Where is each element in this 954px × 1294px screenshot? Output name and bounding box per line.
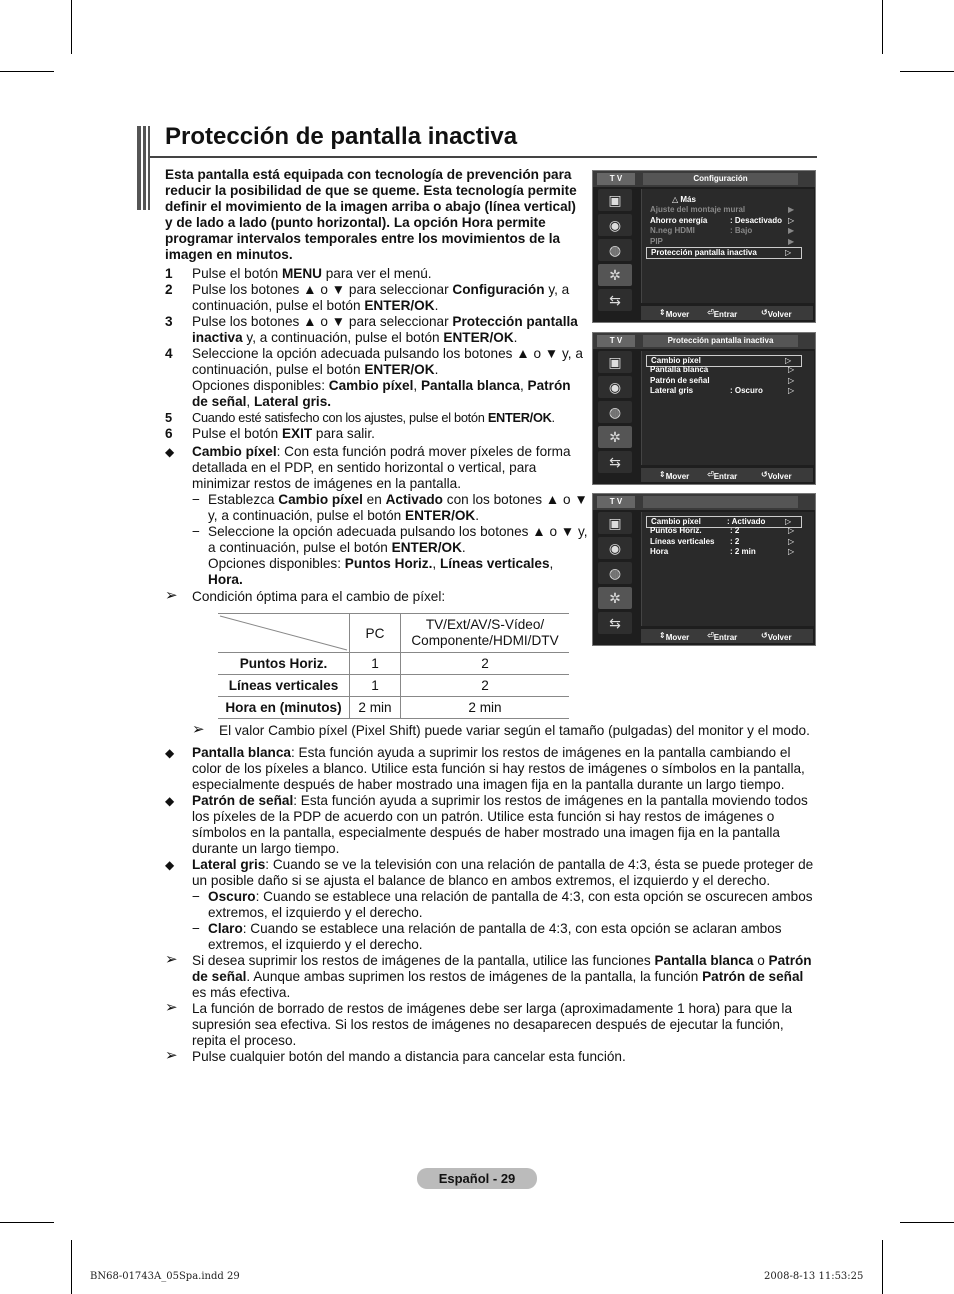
- lateral-item: ◆ Lateral gris: Cuando se ve la televisión con una relación de pantalla de 4:3, ésta se puede proteger de un posible daño si se ajusta el balance de blanco en ambos extremos, el izquierdo y el derecho.: [165, 857, 814, 888]
- tip-item: ➢ Si desea suprimir los restos de imágenes de la pantalla, utilice las funciones Pantalla blanca o Patrón de señal. Aunque ambas suprimen los restos de imágenes de la pantalla, la función Patrón de señal es más efectiva.: [165, 951, 812, 1000]
- menu-content: [641, 189, 814, 303]
- crop-mark: [0, 71, 54, 72]
- step-item: 1 Pulse el botón MENU para ver el menú.: [165, 266, 432, 281]
- input-icon: ⇆: [598, 612, 632, 634]
- menu-title: [643, 496, 798, 508]
- step-item: 4 Seleccione la opción adecuada pulsando los botones ▲ o ▼ y, a continuación, pulse el botón ENTER/OK. Opciones disponibles: Cambio píxel, Pantalla blanca, Patrón de señal, Lateral gris.: [165, 346, 583, 409]
- input-icon: ⇆: [598, 451, 632, 473]
- indd-timestamp: 2008-8-13 11:53:25: [764, 1271, 864, 1282]
- menu-sidebar: [596, 351, 634, 470]
- crop-mark: [882, 1240, 883, 1294]
- menu-tv-label: T V: [597, 335, 635, 347]
- intro-paragraph: Esta pantalla está equipada con tecnología de prevención para reducir la posibilidad de que se queme. Esta tecnología permite definir el movimiento de la imagen arriba o abajo (línea vertical) y de lado a lado (punto horizontal). La opción Hora permite programar intervalos temporales entre los movimientos de la imagen en minutos.: [165, 167, 577, 262]
- dash-item: − Establezca Cambio píxel en Activado con los botones ▲ o ▼ y, a continuación, pulse el botón ENTER/OK.: [192, 492, 588, 523]
- table-row: Puntos Horiz. 1 2: [218, 653, 569, 675]
- note-item: ➢ El valor Cambio píxel (Pixel Shift) puede variar según el tamaño (pulgadas) del monitor y el modo.: [192, 721, 810, 738]
- menu-footer: [641, 306, 813, 320]
- menu-item[interactable]: Cambio píxel ▷: [646, 355, 802, 367]
- menu-footer: [641, 468, 813, 482]
- cambio-pixel-item: ◆ Cambio píxel: Con esta función podrá mover píxeles de forma detallada en el PDP, en sentido horizontal o vertical, para minimizar restos de imágenes en la pantalla.: [165, 444, 571, 491]
- move-hint: ⇕ Mover: [659, 631, 690, 642]
- input-icon: ⇆: [598, 289, 632, 311]
- setup-icon: ✲: [598, 426, 632, 448]
- menu-footer: [641, 629, 813, 643]
- dash-item: − Claro: Cuando se establece una relación de pantalla de 4:3, con esta opción se aclaran ambos extremos, el izquierdo y el derecho.: [192, 921, 782, 952]
- menu-item[interactable]: Ajuste del montaje mural ▶: [650, 205, 795, 215]
- crop-mark: [900, 71, 954, 72]
- move-hint: ⇕ Mover: [659, 308, 690, 319]
- back-hint: ↺ Volver: [761, 631, 792, 642]
- patron-item: ◆ Patrón de señal: Esta función ayuda a suprimir los restos de imágenes en la pantalla moviendo todos los píxeles de la PDP de acuerdo con un patrón. Utilice esta función si hay restos de imágenes o símbolos en la pantalla, especialmente después de haber mostrado una imagen fija en la pantalla durante un largo tiempo.: [165, 793, 808, 856]
- crop-mark: [882, 0, 883, 54]
- menu-item[interactable]: PIP ▶: [650, 236, 795, 246]
- setup-icon: ✲: [598, 264, 632, 286]
- menu-item[interactable]: Pantalla blanca ▷: [650, 365, 795, 375]
- table-header: PC: [350, 614, 401, 653]
- picture-icon: ▣: [598, 351, 632, 373]
- menu-title: Configuración: [643, 173, 798, 185]
- menu-sidebar: [596, 189, 634, 308]
- tip-item: ➢ Pulse cualquier botón del mando a distancia para cancelar esta función.: [165, 1047, 626, 1064]
- picture-icon: ▣: [598, 512, 632, 534]
- channel-icon: ◍: [598, 401, 632, 423]
- menu-title: Protección pantalla inactiva: [643, 335, 798, 347]
- sound-icon: ◉: [598, 537, 632, 559]
- step-item: 2 Pulse los botones ▲ o ▼ para seleccionar Configuración y, a continuación, pulse el botón ENTER/OK.: [165, 282, 570, 313]
- table-row: Líneas verticales 1 2: [218, 675, 569, 697]
- menu-content: [641, 351, 814, 465]
- step-item: 3 Pulse los botones ▲ o ▼ para seleccionar Protección pantalla inactiva y, a continuación, pulse el botón ENTER/OK.: [165, 314, 578, 345]
- table-header: TV/Ext/AV/S-Vídeo/ Componente/HDMI/DTV: [401, 614, 570, 653]
- enter-hint: ⏎ Entrar: [707, 470, 738, 481]
- tv-menu-screen: [592, 332, 816, 485]
- menu-header: [593, 171, 815, 187]
- menu-item[interactable]: Protección pantalla inactiva ▷: [646, 247, 802, 259]
- dash-item: − Oscuro: Cuando se establece una relación de pantalla de 4:3, con esta opción se oscurecen ambos extremos, el izquierdo y el derecho.: [192, 889, 813, 920]
- step-item: 6 Pulse el botón EXIT para salir.: [165, 426, 375, 441]
- note-item: ➢ Condición óptima para el cambio de píxel:: [165, 587, 446, 604]
- tv-menu-screen: [592, 170, 816, 323]
- channel-icon: ◍: [598, 239, 632, 261]
- menu-content: [641, 512, 814, 626]
- menu-item[interactable]: Hora : 2 min ▷: [650, 547, 795, 557]
- move-hint: ⇕ Mover: [659, 470, 690, 481]
- menu-sidebar: [596, 512, 634, 631]
- back-hint: ↺ Volver: [761, 308, 792, 319]
- menu-header: [593, 494, 815, 510]
- page-number: Español - 29: [417, 1168, 537, 1189]
- page-title: Protección de pantalla inactiva: [165, 123, 518, 150]
- steps-list: [165, 266, 590, 605]
- menu-item[interactable]: Puntos Horiz. : 2 ▷: [650, 526, 795, 536]
- menu-item[interactable]: △ Más: [672, 195, 696, 204]
- table-corner: [218, 614, 350, 653]
- menu-item[interactable]: Patrón de señal ▷: [650, 375, 795, 385]
- menu-header: [593, 333, 815, 349]
- pantalla-blanca-item: ◆ Pantalla blanca: Esta función ayuda a suprimir los restos de imágenes en la pantalla cambiando el color de los píxeles a blanco. Utilice esta función si hay restos de imágenes o símbolos en la pantalla, especialmente después de haber mostrado una imagen fija en la pantalla durante un largo tiempo.: [165, 745, 805, 792]
- sound-icon: ◉: [598, 214, 632, 236]
- pixel-table: [218, 613, 569, 719]
- indd-filename: BN68-01743A_05Spa.indd 29: [90, 1271, 240, 1282]
- enter-hint: ⏎ Entrar: [707, 631, 738, 642]
- menu-item[interactable]: Lateral gris : Oscuro ▷: [650, 386, 795, 396]
- tv-menu-screen: [592, 493, 816, 646]
- lower-body: [165, 723, 817, 1065]
- title-decoration: [137, 126, 151, 210]
- menu-item[interactable]: Cambio píxel : Activado ▷: [646, 516, 802, 528]
- menu-item[interactable]: Líneas verticales : 2 ▷: [650, 536, 795, 546]
- picture-icon: ▣: [598, 189, 632, 211]
- crop-mark: [900, 1222, 954, 1223]
- menu-tv-label: T V: [597, 496, 635, 508]
- tip-item: ➢ La función de borrado de restos de imágenes debe ser larga (aproximadamente 1 hora) para que la supresión sea efectiva. Si los restos de imágenes no desaparecen después de ejecutar la función, repita el proceso.: [165, 999, 793, 1048]
- sound-icon: ◉: [598, 376, 632, 398]
- menu-tv-label: T V: [597, 173, 635, 185]
- crop-mark: [71, 1240, 72, 1294]
- back-hint: ↺ Volver: [761, 470, 792, 481]
- setup-icon: ✲: [598, 587, 632, 609]
- title-rule: [150, 156, 817, 158]
- crop-mark: [71, 0, 72, 54]
- table-row: Hora en (minutos) 2 min 2 min: [218, 697, 569, 719]
- step-item: 5 Cuando esté satisfecho con los ajustes, pulse el botón ENTER/OK.: [165, 410, 555, 425]
- menu-item[interactable]: Ahorro energía : Desactivado ▷: [650, 215, 795, 225]
- enter-hint: ⏎ Entrar: [707, 308, 738, 319]
- crop-mark: [0, 1222, 54, 1223]
- dash-item: − Seleccione la opción adecuada pulsando los botones ▲ o ▼ y, a continuación, pulse el botón ENTER/OK. Opciones disponibles: Puntos Horiz., Líneas verticales, Hora.: [192, 524, 588, 587]
- channel-icon: ◍: [598, 562, 632, 584]
- menu-item[interactable]: N.neg HDMI : Bajo ▶: [650, 226, 795, 236]
